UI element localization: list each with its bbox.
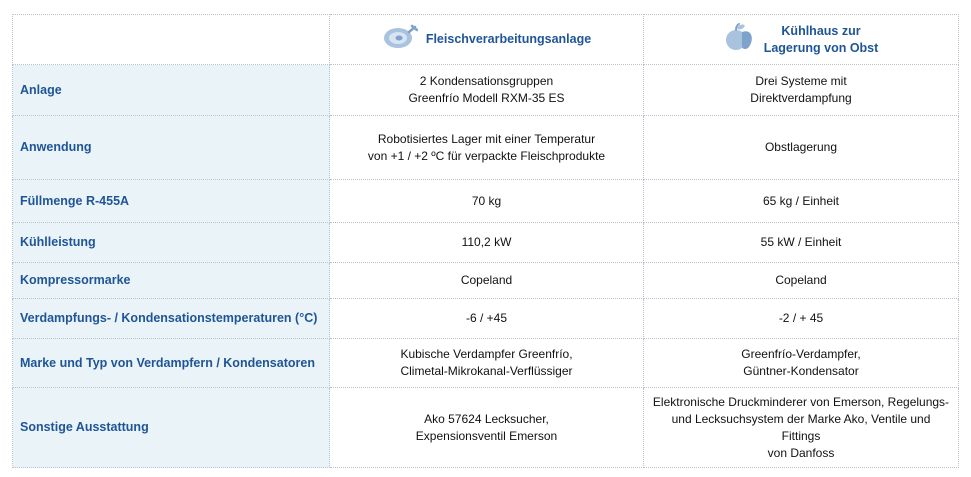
table-row	[13, 116, 959, 180]
meat-plant-value	[330, 223, 644, 263]
meat-icon	[382, 23, 418, 56]
value-line: 65 kg / Einheit	[762, 193, 840, 208]
header-fruit-storage	[644, 15, 959, 65]
value-line: 2 Kondensationsgruppen	[419, 74, 554, 88]
value-line: Copeland	[460, 273, 513, 287]
row-label: Füllmenge R-455A	[13, 180, 330, 223]
value-line: Expensionsventil Emerson	[415, 428, 558, 443]
value-line: Drei Systeme mit	[755, 74, 847, 88]
row-label: Kühlleistung	[13, 223, 330, 263]
value-line: 110,2 kW	[461, 235, 512, 249]
row-label: Marke und Typ von Verdampfern / Kondensatoren	[13, 339, 330, 388]
table-row	[13, 388, 959, 468]
header-meat-plant-title: Fleischverarbeitungsanlage	[425, 32, 592, 46]
value-line: Obstlagerung	[764, 140, 838, 154]
header-empty-cell	[13, 15, 330, 65]
fruit-storage-value	[644, 299, 959, 339]
value-line: Güntner-Kondensator	[743, 364, 859, 378]
value-line: Copeland	[775, 273, 827, 287]
fruit-storage-value	[644, 339, 959, 388]
table-row	[13, 339, 959, 388]
meat-plant-value	[330, 299, 644, 339]
meat-plant-value	[330, 180, 644, 223]
value-line: Direktverdampfung	[750, 91, 852, 105]
value-line: Greenfrío-Verdampfer,	[741, 347, 861, 361]
header-fruit-line1: Kühlhaus zur	[781, 23, 861, 38]
value-line: Kubische Verdampfer Greenfrío,	[400, 347, 573, 361]
value-line: -6 / +45	[465, 311, 508, 325]
value-line: von +1 / +2 ºC für verpackte Fleischprodukte	[367, 148, 606, 163]
row-label: Kompressormarke	[13, 263, 330, 299]
value-line: 55 kW / Einheit	[760, 235, 842, 249]
fruit-storage-value	[644, 223, 959, 263]
value-line: und Lecksuchsystem der Marke Ako, Ventile und Fittings	[671, 411, 931, 443]
meat-plant-value	[330, 388, 644, 468]
value-line: Ako 57624 Lecksucher,	[424, 411, 549, 426]
row-label: Verdampfungs- / Kondensationstemperaturen (°C)	[13, 299, 330, 339]
value-line: von Danfoss	[767, 445, 835, 460]
fruit-storage-value	[644, 388, 959, 468]
table-row	[13, 223, 959, 263]
table-row	[13, 65, 959, 116]
value-line: Elektronische Druckminderer von Emerson, Regelungs-	[652, 394, 950, 409]
table-body	[13, 65, 959, 468]
header-fruit-line2: Lagerung von Obst	[763, 40, 879, 55]
table-row	[13, 299, 959, 339]
value-line: Climetal-Mikrokanal-Verflüssiger	[400, 364, 573, 378]
meat-plant-value	[330, 263, 644, 299]
meat-plant-value	[330, 339, 644, 388]
fruit-storage-value	[644, 116, 959, 180]
meat-plant-value	[330, 116, 644, 180]
row-label: Sonstige Ausstattung	[13, 388, 330, 468]
fruit-storage-value	[644, 65, 959, 116]
fruit-icon	[724, 22, 756, 57]
comparison-table	[12, 14, 959, 468]
value-line: Greenfrío Modell RXM-35 ES	[408, 91, 565, 105]
table-row	[13, 180, 959, 223]
header-row	[13, 15, 959, 65]
row-label: Anlage	[13, 65, 330, 116]
fruit-storage-value	[644, 263, 959, 299]
value-line: -2 / + 45	[778, 311, 824, 325]
fruit-storage-value	[644, 180, 959, 223]
header-meat-plant	[330, 15, 644, 65]
value-line: Robotisiertes Lager mit einer Temperatur	[377, 131, 596, 146]
meat-plant-value	[330, 65, 644, 116]
row-label: Anwendung	[13, 116, 330, 180]
table-row	[13, 263, 959, 299]
value-line: 70 kg	[471, 193, 502, 208]
header-fruit-storage-title	[764, 23, 879, 57]
